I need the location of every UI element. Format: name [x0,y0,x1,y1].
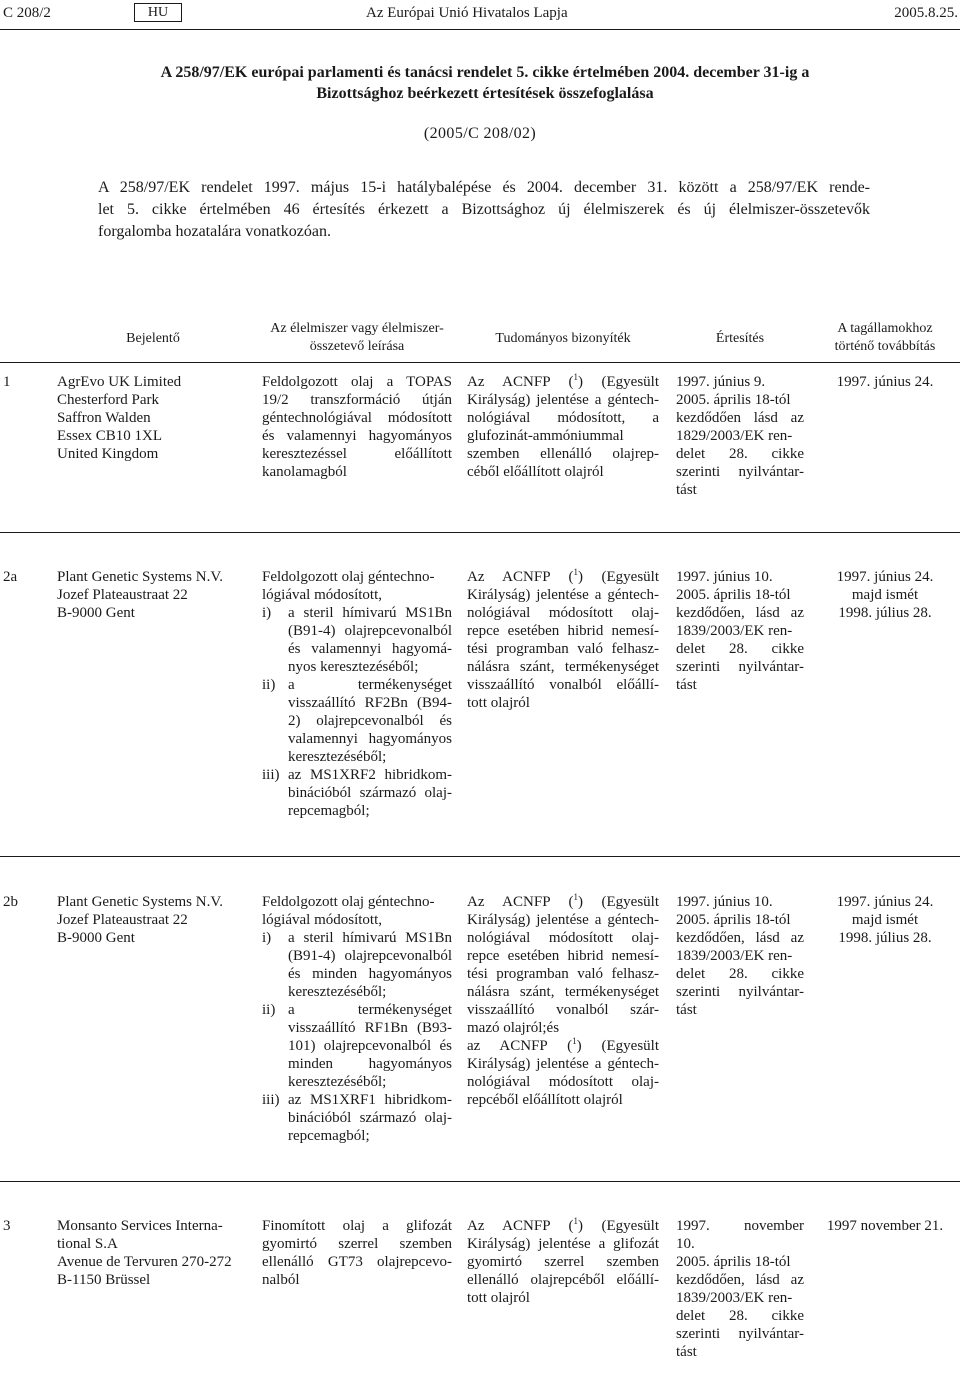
cell-line: Királyság) jelentése a géntech- [467,587,659,603]
cell-line: gyomirtó szerrel szemben [467,1254,659,1270]
cell-line: nyos keresztezéséből; [288,659,419,675]
cell-line: nológiával módosított olaj- [467,605,659,621]
cell-line: Plant Genetic Systems N.V. [57,569,223,585]
cell-line: 1829/2003/EK ren- [676,428,793,444]
cell-line: kezdődően, lásd az [676,605,804,621]
cell-line: repcemagból; [288,1128,370,1144]
issue-date: 2005.8.25. [894,5,958,21]
cell-line: minden hagyományos [288,1056,452,1072]
cell-line: Essex CB10 1XL [57,428,162,444]
cell-line: 19/2 transzformáció útján [262,392,452,408]
cell-line: valamennyi hagyományos [288,731,452,747]
header-forward [815,320,955,356]
scientific-cell [467,568,659,712]
cell-line: tott olajról [467,1290,530,1306]
cell-line: nálásra szánt, termékenységet [467,984,659,1000]
header-description-line: Az élelmiszer vagy élelmiszer- [270,321,444,336]
cell-line: nológiával módosított olaj- [467,1074,659,1090]
cell-line: AgrEvo UK Limited [57,374,182,390]
header-rule [0,29,960,30]
cell-line: a termékenységet [288,677,452,693]
document-title-line: Bizottsághoz beérkezett értesítések összefoglalása [316,85,654,102]
cell-line: 2005. április 18-tól [676,587,791,603]
cell-line: 1839/2003/EK ren- [676,623,793,639]
notifier-cell [57,373,249,463]
cell-line: 2005. április 18-tól [676,912,791,928]
cell-line: 1997. június 9. [676,374,766,390]
cell-line: keresztezéséből; [288,749,387,765]
cell-line: tési programban való felhasz- [467,966,659,982]
notifier-cell [57,568,249,622]
cell-line: céből előállított olajról [467,464,604,480]
header-scientific: Tudományos bizonyíték [495,331,631,346]
item-label: iii) [262,1092,280,1108]
description-item [262,604,452,676]
cell-line: Feldolgozott olaj a TOPAS [262,374,452,390]
row-number: 2a [3,569,18,585]
cell-line: repce esetében hibrid nemesí- [467,948,659,964]
cell-line: szerinti nyilvántar- [676,1326,804,1342]
cell-line: Finomított olaj a glifozát [262,1218,452,1234]
cell-line: Királyság) jelentése a géntech- [467,912,659,928]
item-label: ii) [262,1002,276,1018]
language-badge: HU [134,3,182,22]
intro-line: forgalomba hozatalára vonatkozóan. [98,223,331,240]
table-rule [0,1181,960,1182]
description-item [262,766,452,820]
cell-line: Avenue de Tervuren 270-272 [57,1254,232,1270]
cell-line: nálásra szánt, termékenységet [467,659,659,675]
cell-line: visszaállító RF1Bn (B93- [288,1020,452,1036]
cell-line: tást [676,677,697,693]
forward-cell [815,893,955,947]
intro-paragraph [98,177,870,243]
cell-line: tési programban való felhasz- [467,641,659,657]
cell-line: tást [676,1344,697,1360]
cell-line: 1839/2003/EK ren- [676,948,793,964]
item-label: ii) [262,677,276,693]
cell-line: a termékenységet [288,1002,452,1018]
cell-line: az ACNFP ($^1$) (Egyesült [467,1036,660,1054]
cell-line: Jozef Plateaustraat 22 [57,912,188,928]
cell-line: (B91-4) olajrepcevonalból [288,948,452,964]
cell-line: kezdődően lásd az [676,410,804,426]
cell-line: 1997. június 24. [836,569,934,585]
cell-line: 2) olajrepcevonalból és [288,713,452,729]
cell-line: Az ACNFP ($^1$) (Egyesült [467,892,659,910]
cell-line: majd ismét [851,587,919,603]
cell-line: visszaállító vonalból előállí- [467,677,659,693]
description-item [262,1001,452,1091]
description-cell [262,1217,452,1289]
cell-line: delet 28. cikke [676,446,804,462]
description-cell [262,893,452,1145]
table-rule [0,856,960,857]
cell-line: nológiával módosított olaj- [467,930,659,946]
cell-line: Chesterford Park [57,392,160,408]
description-cell [262,568,452,820]
header-forward-line: történő továbbítás [834,339,936,354]
notification-cell [676,1217,804,1361]
row-number: 2b [3,894,18,910]
cell-line: szerinti nyilvántar- [676,464,804,480]
cell-line: delet 28. cikke [676,1308,804,1324]
cell-line: 1997 november 21. [826,1218,944,1234]
cell-line: Jozef Plateaustraat 22 [57,587,188,603]
cell-line: szerinti nyilvántar- [676,984,804,1000]
notification-cell [676,373,804,499]
header-description [262,320,452,356]
scientific-cell [467,1217,659,1307]
cell-line: kezdődően, lásd az [676,1272,804,1288]
description-cell [262,373,452,481]
item-label: i) [262,930,272,946]
cell-line: az MS1XRF1 hibridkom- [288,1092,452,1108]
cell-line: glufozinát-ammóniummal [467,428,624,444]
description-item [262,1091,452,1145]
cell-line: és minden hagyományos [288,966,452,982]
cell-line: az MS1XRF2 hibridkom- [288,767,452,783]
cell-line: Feldolgozott olaj géntechno- [262,569,435,585]
cell-line: 1997. június 10. [676,894,773,910]
description-item [262,929,452,1001]
notifier-cell [57,1217,249,1289]
cell-line: 1998. július 28. [838,930,932,946]
cell-line: 101) olajrepcevonalból és [288,1038,452,1054]
table-rule [0,362,960,363]
cell-line: kanolamagból [262,464,347,480]
cell-line: delet 28. cikke [676,641,804,657]
cell-line: Plant Genetic Systems N.V. [57,894,223,910]
cell-line: tott olajról [467,695,530,711]
cell-line: tást [676,482,697,498]
cell-line: Monsanto Services Interna- [57,1218,223,1234]
cell-line: binációból származó olaj- [288,1110,452,1126]
forward-cell [815,568,955,622]
cell-line: 2005. április 18-tól [676,1254,791,1270]
cell-line: 10. [676,1236,695,1252]
cell-line: gyomirtó szerrel szemben [262,1236,452,1252]
notifier-cell [57,893,249,947]
cell-line: ellenálló GT73 olajrepcevo- [262,1254,452,1270]
cell-line: 1998. július 28. [838,605,932,621]
notification-cell [676,893,804,1019]
item-label: i) [262,605,272,621]
cell-line: Királyság) jelentése a géntech- [467,392,659,408]
cell-line: 1997. június 10. [676,569,773,585]
document-title-line: A 258/97/EK európai parlamenti és tanácsi rendelet 5. cikke értelmében 2004. december 31-ig a [160,64,810,81]
document-reference: (2005/C 208/02) [423,125,537,142]
page-number: C 208/2 [3,5,51,21]
scientific-cell [467,373,659,481]
row-number: 1 [3,374,11,390]
cell-line: ellenálló olajrepcéből előállí- [467,1272,659,1288]
cell-line: B-1150 Brüssel [57,1272,151,1288]
cell-line: visszaállító vonalból szár- [467,1002,659,1018]
cell-line: a steril hímivarú MS1Bn [288,930,452,946]
notification-cell [676,568,804,694]
item-label: iii) [262,767,280,783]
header-notifier: Bejelentő [126,331,180,346]
cell-line: repcemagból; [288,803,370,819]
cell-line: lógiával módosított, [262,912,382,928]
cell-line: B-9000 Gent [57,930,135,946]
cell-line: keresztezéséből; [288,984,387,1000]
cell-line: a steril hímivarú MS1Bn [288,605,452,621]
cell-line: Az ACNFP ($^1$) (Egyesült [467,372,659,390]
intro-line: let 5. cikke értelmében 46 értesítés érkezett a Bizottsághoz új élelmiszerek és új élelmiszer-összetevők [98,201,870,218]
cell-line: visszaállító RF2Bn (B94- [288,695,452,711]
cell-line: repcéből előállított olajról [467,1092,623,1108]
cell-line: B-9000 Gent [57,605,135,621]
cell-line: tional S.A [57,1236,118,1252]
cell-line: repce esetében hibrid nemesí- [467,623,659,639]
cell-line: binációból származó olaj- [288,785,452,801]
cell-line: 1997. június 24. [836,374,934,390]
cell-line: nológiával módosított, a [467,410,659,426]
intro-line: A 258/97/EK rendelet 1997. május 15-i hatálybalépése és 2004. december 31. között a 258/97/EK rende- [98,179,870,196]
cell-line: United Kingdom [57,446,159,462]
row-number: 3 [3,1218,11,1234]
header-forward-line: A tagállamokhoz [837,321,933,336]
cell-line: tást [676,1002,697,1018]
table-rule [0,532,960,533]
cell-line: szemben ellenálló olajrep- [467,446,659,462]
cell-line: delet 28. cikke [676,966,804,982]
journal-title: Az Európai Unió Hivatalos Lapja [366,5,568,21]
cell-line: 2005. április 18-tól [676,392,791,408]
cell-line: Királyság) jelentése a géntech- [467,1056,659,1072]
journal-header [0,0,960,26]
cell-line: 1997. november [676,1218,804,1234]
cell-line: keresztezéssel előállított [262,446,452,462]
cell-line: mazó olajról;és [467,1020,560,1036]
cell-line: majd ismét [851,912,919,928]
description-item [262,676,452,766]
cell-line: Az ACNFP ($^1$) (Egyesült [467,567,659,585]
scientific-cell [467,893,659,1109]
cell-line: és valamennyi hagyomá- [288,641,452,657]
cell-line: 1997. június 24. [836,894,934,910]
cell-line: szerinti nyilvántar- [676,659,804,675]
forward-cell [815,1217,955,1235]
cell-line: Saffron Walden [57,410,151,426]
cell-line: keresztezéséből; [288,1074,387,1090]
cell-line: nalból [262,1272,300,1288]
cell-line: lógiával módosított, [262,587,382,603]
cell-line: (B91-4) olajrepcevonalból [288,623,452,639]
cell-line: Királyság) jelentése a glifozát [467,1236,659,1252]
cell-line: 1839/2003/EK ren- [676,1290,793,1306]
cell-line: géntechnológiával módosított [262,410,452,426]
document-title [90,62,880,104]
header-notification: Értesítés [715,331,765,346]
cell-line: Az ACNFP ($^1$) (Egyesült [467,1216,659,1234]
forward-cell [815,373,955,391]
cell-line: és valamennyi hagyományos [262,428,452,444]
cell-line: Feldolgozott olaj géntechno- [262,894,435,910]
header-description-line: összetevő leírása [309,339,405,354]
cell-line: kezdődően, lásd az [676,930,804,946]
